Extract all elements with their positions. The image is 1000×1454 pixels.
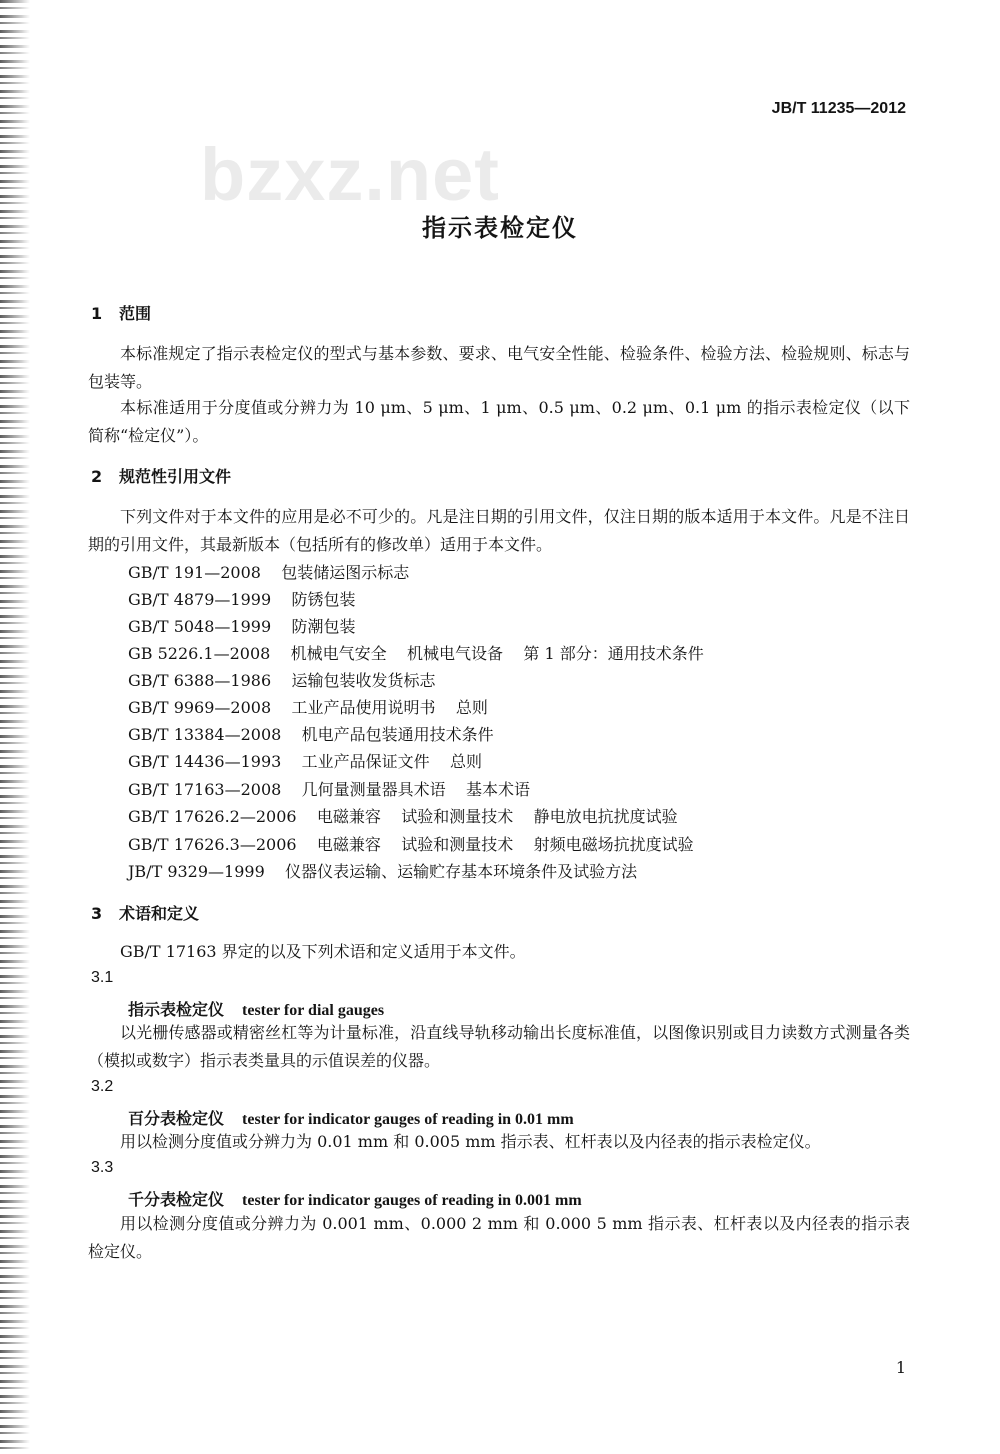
term-english: tester for indicator gauges of reading in 0.001 mm <box>242 1192 582 1209</box>
term-chinese: 百分表检定仪 <box>128 1109 225 1128</box>
reference-item: GB/T 4879—1999 防锈包装 <box>128 590 356 609</box>
term-chinese: 千分表检定仪 <box>128 1190 225 1209</box>
section-1-paragraph-2: 本标准适用于分度值或分辨力为 10 μm、5 μm、1 μm、0.5 μm、0.2 μm、0.1 μm 的指示表检定仪（以下简称“检定仪”）。 <box>88 398 910 445</box>
reference-item: GB/T 17626.2—2006 电磁兼容 试验和测量技术 静电放电抗扰度试验 <box>128 807 678 826</box>
section-2-heading <box>91 464 231 487</box>
section-2-paragraph-1: 下列文件对于本文件的应用是必不可少的。凡是注日期的引用文件，仅注日期的版本适用于本文件。凡是不注日期的引用文件，其最新版本（包括所有的修改单）适用于本文件。 <box>88 507 910 554</box>
term-english: tester for dial gauges <box>242 1002 385 1019</box>
reference-item: GB/T 17626.3—2006 电磁兼容 试验和测量技术 射频电磁场抗扰度试验 <box>128 835 694 854</box>
clause-number: 3.2 <box>91 1078 114 1095</box>
term-entry <box>128 1187 582 1210</box>
standard-id: JB/T 11235—2012 <box>771 100 906 117</box>
term-definition: 以光栅传感器或精密丝杠等为计量标准，沿直线导轨移动输出长度标准值，以图像识别或目力读数方式测量各类（模拟或数字）指示表类量具的示值误差的仪器。 <box>88 1023 910 1070</box>
section-3-paragraph-1: GB/T 17163 界定的以及下列术语和定义适用于本文件。 <box>120 942 526 961</box>
reference-item: GB/T 6388—1986 运输包装收发货标志 <box>128 671 436 690</box>
term-entry <box>128 997 384 1020</box>
watermark: bzxz.net <box>200 133 500 216</box>
section-number: 3 <box>91 904 103 923</box>
reference-item: GB/T 14436—1993 工业产品保证文件 总则 <box>128 752 482 771</box>
page-number: 1 <box>895 1358 906 1377</box>
clause-number: 3.3 <box>91 1159 114 1176</box>
term-definition: 用以检测分度值或分辨力为 0.001 mm、0.000 2 mm 和 0.000 5 mm 指示表、杠杆表以及内径表的指示表检定仪。 <box>88 1214 910 1261</box>
term-entry <box>128 1106 574 1129</box>
section-title: 术语和定义 <box>119 904 200 923</box>
section-1-paragraph-1: 本标准规定了指示表检定仪的型式与基本参数、要求、电气安全性能、检验条件、检验方法、检验规则、标志与包装等。 <box>88 344 910 391</box>
reference-item: GB/T 13384—2008 机电产品包装通用技术条件 <box>128 725 494 744</box>
reference-item: GB 5226.1—2008 机械电气安全 机械电气设备 第 1 部分：通用技术条件 <box>128 644 704 663</box>
section-3-heading <box>91 901 199 924</box>
clause-number: 3.1 <box>91 969 114 986</box>
reference-item: JB/T 9329—1999 仪器仪表运输、运输贮存基本环境条件及试验方法 <box>128 862 638 881</box>
section-number: 1 <box>91 304 103 323</box>
section-number: 2 <box>91 467 103 486</box>
reference-item: GB/T 5048—1999 防潮包装 <box>128 617 356 636</box>
section-1-heading <box>91 301 151 324</box>
section-title: 范围 <box>119 304 152 323</box>
reference-item: GB/T 9969—2008 工业产品使用说明书 总则 <box>128 698 488 717</box>
reference-item: GB/T 191—2008 包装储运图示标志 <box>128 563 410 582</box>
term-english: tester for indicator gauges of reading in 0.01 mm <box>242 1111 574 1128</box>
term-definition: 用以检测分度值或分辨力为 0.01 mm 和 0.005 mm 指示表、杠杆表以及内径表的指示表检定仪。 <box>120 1132 821 1151</box>
reference-item: GB/T 17163—2008 几何量测量器具术语 基本术语 <box>128 780 530 799</box>
page-title: 指示表检定仪 <box>422 214 578 242</box>
term-chinese: 指示表检定仪 <box>128 1000 225 1019</box>
section-title: 规范性引用文件 <box>119 467 232 486</box>
